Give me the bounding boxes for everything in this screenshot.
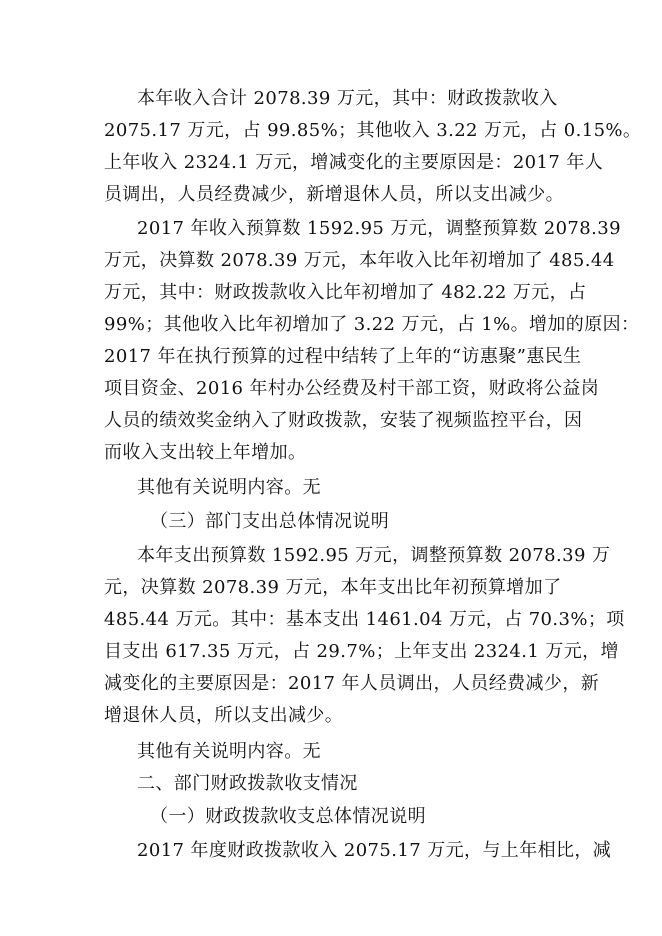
paragraph-2-line-5: 2017 年在执行预算的过程中结转了上年的“访惠聚”惠民生 bbox=[104, 346, 582, 367]
paragraph-4-line-1: 2017 年度财政拨款收入 2075.17 万元，与上年相比，减 bbox=[137, 840, 612, 861]
section-heading-fiscal-allocation: 二、部门财政拨款收支情况 bbox=[137, 773, 358, 794]
section-heading-expenditure: （三）部门支出总体情况说明 bbox=[150, 511, 390, 532]
subsection-heading-fiscal-overview: （一）财政拨款收支总体情况说明 bbox=[150, 806, 426, 827]
paragraph-3-line-1: 本年支出预算数 1592.95 万元，调整预算数 2078.39 万 bbox=[137, 545, 611, 566]
other-notes-1: 其他有关说明内容。无 bbox=[137, 477, 321, 498]
paragraph-2-line-4: 99%；其他收入比年初增加了 3.22 万元，占 1%。增加的原因： bbox=[104, 314, 640, 335]
paragraph-3-line-3: 485.44 万元。其中：基本支出 1461.04 万元，占 70.3%；项 bbox=[104, 609, 625, 630]
paragraph-3-line-2: 元，决算数 2078.39 万元，本年支出比年初预算增加了 bbox=[104, 577, 562, 598]
paragraph-2-line-8: 而收入支出较上年增加。 bbox=[104, 442, 307, 463]
paragraph-2-line-7: 人员的绩效奖金纳入了财政拨款，安装了视频监控平台，因 bbox=[104, 410, 583, 431]
paragraph-2-line-1: 2017 年收入预算数 1592.95 万元，调整预算数 2078.39 bbox=[137, 218, 621, 239]
paragraph-1-line-2: 2075.17 万元，占 99.85%；其他收入 3.22 万元，占 0.15%。 bbox=[104, 120, 642, 141]
paragraph-2-line-6: 项目资金、2016 年村办公经费及村干部工资，财政将公益岗 bbox=[104, 378, 600, 399]
paragraph-2-line-2: 万元，决算数 2078.39 万元，本年收入比年初增加了 485.44 bbox=[104, 250, 615, 271]
paragraph-3-line-5: 减变化的主要原因是：2017 年人员调出，人员经费减少，新 bbox=[104, 673, 600, 694]
paragraph-1-line-4: 员调出，人员经费减少，新增退休人员，所以支出减少。 bbox=[104, 184, 564, 205]
other-notes-2: 其他有关说明内容。无 bbox=[137, 741, 321, 762]
paragraph-1-line-3: 上年收入 2324.1 万元，增减变化的主要原因是：2017 年人 bbox=[104, 152, 604, 173]
paragraph-3-line-6: 增退休人员，所以支出减少。 bbox=[104, 705, 344, 726]
paragraph-1-line-1: 本年收入合计 2078.39 万元，其中：财政拨款收入 bbox=[137, 88, 558, 109]
paragraph-3-line-4: 目支出 617.35 万元，占 29.7%；上年支出 2324.1 万元，增 bbox=[104, 641, 619, 662]
paragraph-2-line-3: 万元，其中：财政拨款收入比年初增加了 482.22 万元，占 bbox=[104, 282, 587, 303]
